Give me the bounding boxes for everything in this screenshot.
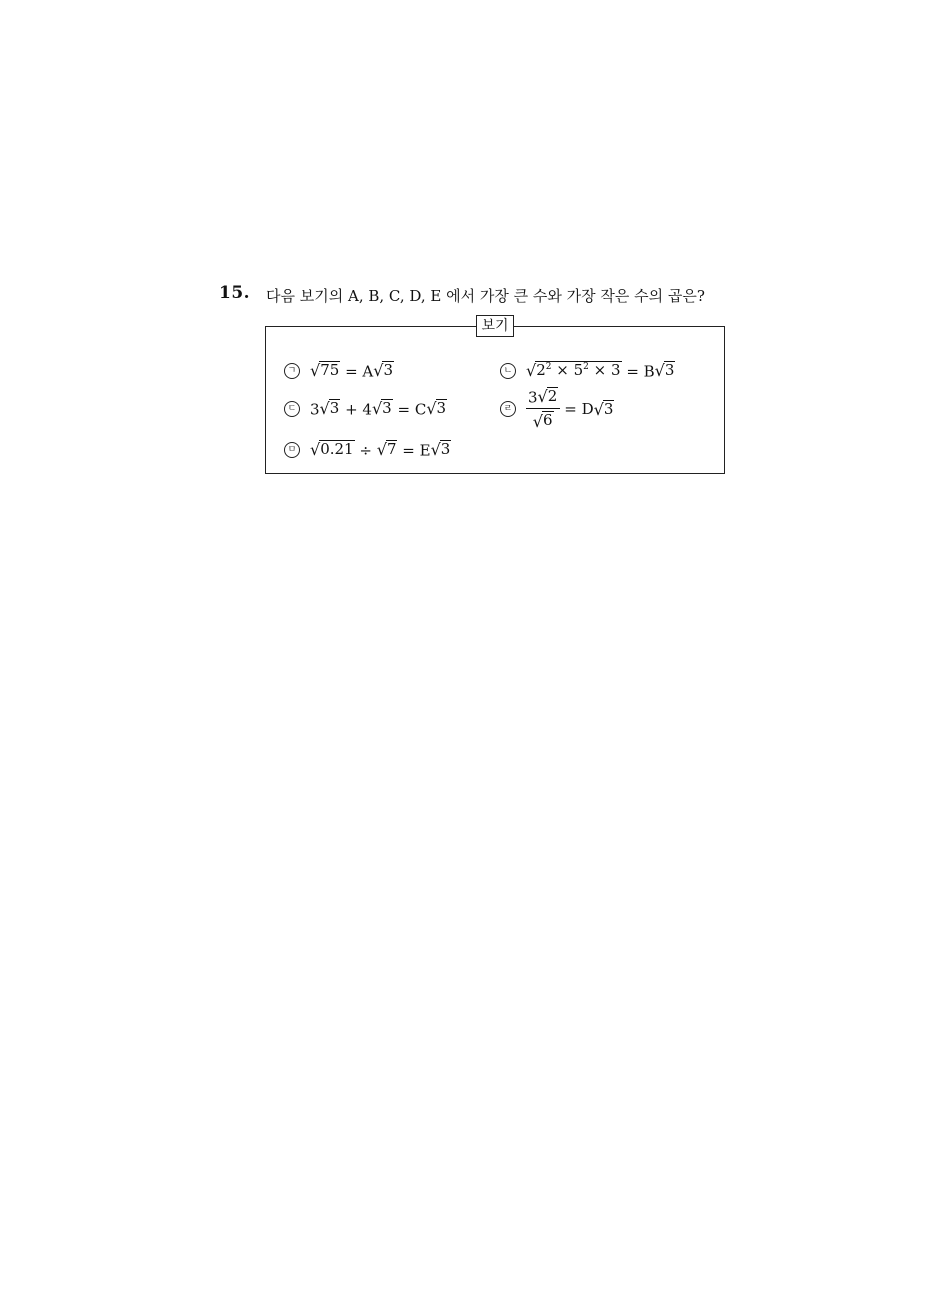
fraction: 3 √ 2 √ 6 — [526, 387, 560, 431]
bogi-item-c — [284, 399, 447, 418]
expression-e: √ 0.21 ÷ √ 7 = E √ 3 — [310, 440, 451, 460]
question-text: 다음 보기의 A, B, C, D, E 에서 가장 큰 수와 가장 작은 수의 곱은? — [266, 287, 705, 305]
bogi-item-d — [500, 387, 614, 431]
marker-digeut: ㄷ — [284, 401, 300, 417]
marker-giyeok: ㄱ — [284, 363, 300, 379]
bogi-item-a — [284, 361, 394, 380]
expression-c: 3 √ 3 + 4 √ 3 = C √ 3 — [310, 399, 447, 419]
marker-mieum: ㅁ — [284, 442, 300, 458]
expression-d: 3 √ 2 √ 6 = D √ 3 — [528, 387, 614, 431]
question-number: 15. — [219, 283, 251, 303]
bogi-label: 보기 — [476, 315, 514, 337]
expression-a: √ 75 = A √ 3 — [310, 361, 393, 381]
bogi-box — [265, 318, 725, 474]
marker-rieul: ㄹ — [500, 401, 516, 417]
bogi-item-e — [284, 440, 451, 459]
marker-nieun: ㄴ — [500, 363, 516, 379]
bogi-item-b — [500, 361, 675, 380]
expression-b: √ $2^2 \times 5^2 \times 3$ = B √ 3 — [526, 361, 675, 381]
